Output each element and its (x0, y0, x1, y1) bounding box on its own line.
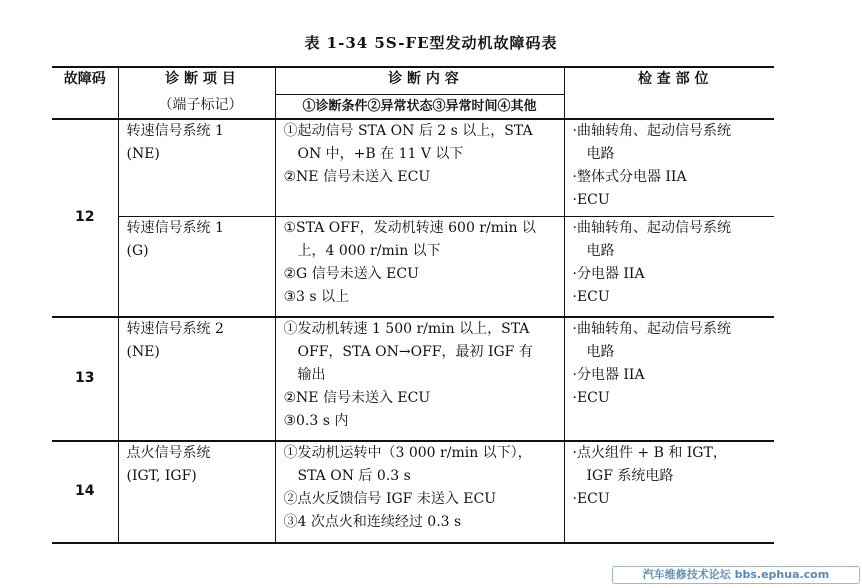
diag-item: 转速信号系统 2 (NE) (118, 317, 275, 441)
header-content-sub: ①诊断条件②异常状态③异常时间④其他 (275, 94, 564, 119)
check-location: ·曲轴转角、起动信号系统 电路 ·分电器 IIA ·ECU (564, 317, 774, 441)
diag-content: ①发动机转速 1 500 r/min 以上，STA OFF，STA ON→OFF，最初 IGF 有 输出 ②NE 信号未送入 ECU ③0.3 s 内 (275, 317, 564, 441)
table-caption: 表 1-34 5S-FE型发动机故障码表 (304, 34, 558, 52)
diag-item: 转速信号系统 1 (NE) (118, 119, 275, 217)
header-item: 诊 断 项 目 (118, 67, 275, 94)
fault-code-13: 13 (52, 317, 118, 441)
check-location: ·曲轴转角、起动信号系统 电路 ·整体式分电器 IIA ·ECU (564, 119, 774, 217)
check-location: ·曲轴转角、起动信号系统 电路 ·分电器 IIA ·ECU (564, 217, 774, 317)
diag-content: ①STA OFF，发动机转速 600 r/min 以 上，4 000 r/min 以下 ②G 信号未送入 ECU ③3 s 以上 (275, 217, 564, 317)
diag-item: 转速信号系统 1 (G) (118, 217, 275, 317)
header-code: 故障码 (52, 67, 118, 119)
diag-content: ①起动信号 STA ON 后 2 s 以上，STA ON 中，+B 在 11 V 以下 ②NE 信号未送入 ECU (275, 119, 564, 217)
fault-code-14: 14 (52, 441, 118, 543)
header-location: 检 查 部 位 (564, 67, 774, 119)
header-content: 诊 断 内 容 (275, 67, 564, 94)
header-item-sub: （端子标记） (118, 94, 275, 119)
diag-content: ①发动机运转中（3 000 r/min 以下）， STA ON 后 0.3 s ②点火反馈信号 IGF 未送入 ECU ③4 次点火和连续经过 0.3 s (275, 441, 564, 543)
forum-watermark: 汽车维修技术论坛 bbs.ephua.com (612, 566, 860, 584)
check-location: ·点火组件 + B 和 IGT， IGF 系统电路 ·ECU (564, 441, 774, 543)
fault-code-12: 12 (52, 119, 118, 317)
diag-item: 点火信号系统 (IGT, IGF) (118, 441, 275, 543)
fault-code-table (52, 66, 774, 544)
